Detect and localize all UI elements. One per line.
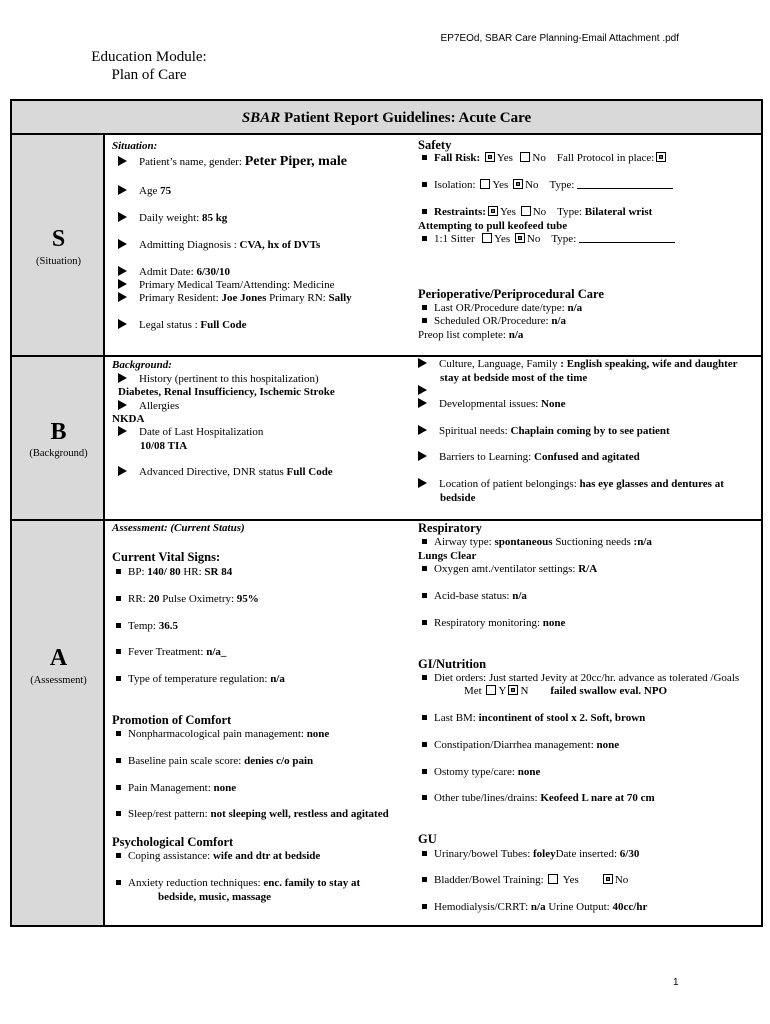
goals-row: Met Y N failed swallow eval. NPO bbox=[464, 685, 668, 697]
barriers-row: Barriers to Learning: Confused and agitated bbox=[418, 451, 640, 463]
belongings-row: Location of patient belongings: has eye glasses and dentures at bbox=[418, 478, 724, 490]
urinary-row: Urinary/bowel Tubes: foleyDate inserted: 6/30 bbox=[422, 848, 639, 860]
module-title: Education Module: bbox=[91, 49, 207, 65]
form-title: SBAR Patient Report Guidelines: Acute Care bbox=[12, 101, 761, 135]
section-divider bbox=[12, 519, 761, 521]
acid-base-row: Acid-base status: n/a bbox=[422, 590, 527, 602]
goals-yes-checkbox[interactable] bbox=[486, 685, 496, 695]
situation-heading: Situation: bbox=[112, 140, 158, 152]
fall-risk-yes-checkbox[interactable] bbox=[485, 152, 495, 162]
temp-row: Temp: 36.5 bbox=[116, 620, 178, 632]
bladder-yes-checkbox[interactable] bbox=[548, 874, 558, 884]
last-bm-row: Last BM: incontinent of stool x 2. Soft, brown bbox=[422, 712, 645, 724]
advance-directive-row: Advanced Directive, DNR status Full Code bbox=[118, 466, 333, 478]
isolation-row: Isolation: Yes No Type: bbox=[422, 179, 673, 191]
history-value: Diabetes, Renal Insufficiency, Ischemic Stroke bbox=[118, 386, 335, 398]
bladder-no-checkbox[interactable] bbox=[603, 874, 613, 884]
module-subtitle: Plan of Care bbox=[111, 67, 187, 83]
belongings-value-cont: bedside bbox=[440, 492, 476, 504]
comfort-heading: Promotion of Comfort bbox=[112, 713, 232, 727]
assessment-heading: Assessment: (Current Status) bbox=[112, 522, 245, 534]
last-or-row: Last OR/Procedure date/type: n/a bbox=[422, 302, 582, 314]
background-label: (Background) bbox=[29, 448, 88, 459]
culture-row: Culture, Language, Family : English speaking, wife and daughter bbox=[418, 358, 738, 370]
situation-letter: S bbox=[51, 226, 66, 252]
weight-row: Daily weight: 85 kg bbox=[118, 212, 227, 224]
bladder-row: Bladder/Bowel Training: Yes No bbox=[422, 874, 628, 886]
diet-row: Diet orders: Just started Jevity at 20cc/hr. advance as tolerated /Goals bbox=[422, 672, 739, 684]
culture-value-cont: stay at bedside most of the time bbox=[440, 372, 588, 384]
sitter-row: 1:1 Sitter Yes No Type: bbox=[422, 233, 675, 245]
background-letter: B bbox=[50, 419, 67, 445]
background-heading: Background: bbox=[112, 359, 172, 371]
gu-heading: GU bbox=[418, 832, 437, 846]
temp-regulation-row: Type of temperature regulation: n/a bbox=[116, 673, 285, 685]
module-header bbox=[88, 48, 210, 84]
restraints-yes-checkbox[interactable] bbox=[488, 206, 498, 216]
anxiety-row: Anxiety reduction techniques: enc. family to stay at bbox=[116, 877, 360, 889]
anxiety-value-cont: bedside, music, massage bbox=[158, 891, 272, 903]
periop-heading: Perioperative/Periprocedural Care bbox=[418, 287, 604, 301]
safety-heading: Safety bbox=[418, 138, 452, 152]
allergies-row: Allergies bbox=[118, 400, 179, 412]
legal-status-row: Legal status : Full Code bbox=[118, 319, 247, 331]
spiritual-row: Spiritual needs: Chaplain coming by to see patient bbox=[418, 425, 670, 437]
pain-management-row: Pain Management: none bbox=[116, 782, 236, 794]
resp-monitoring-row: Respiratory monitoring: none bbox=[422, 617, 565, 629]
psych-heading: Psychological Comfort bbox=[112, 835, 234, 849]
coping-row: Coping assistance: wife and dtr at bedside bbox=[116, 850, 320, 862]
file-label: EP7EOd, SBAR Care Planning-Email Attachment .pdf bbox=[440, 33, 679, 44]
goals-no-checkbox[interactable] bbox=[508, 685, 518, 695]
allergies-value: NKDA bbox=[112, 413, 145, 425]
last-hospitalization-value: 10/08 TIA bbox=[140, 440, 188, 452]
empty-bullet bbox=[418, 385, 439, 397]
history-row: History (pertinent to this hospitalization) bbox=[118, 373, 319, 385]
assessment-label: (Assessment) bbox=[30, 675, 87, 686]
resident-row: Primary Resident: Joe Jones Primary RN: Sally bbox=[118, 292, 352, 304]
tubes-row: Other tube/lines/drains: Keofeed L nare at 70 cm bbox=[422, 792, 655, 804]
fall-protocol-checkbox[interactable] bbox=[656, 152, 666, 162]
medical-team-row: Primary Medical Team/Attending: Medicine bbox=[118, 279, 334, 291]
constipation-row: Constipation/Diarrhea management: none bbox=[422, 739, 619, 751]
sleep-row: Sleep/rest pattern: not sleeping well, restless and agitated bbox=[116, 808, 389, 820]
ostomy-row: Ostomy type/care: none bbox=[422, 766, 540, 778]
oxygen-row: Oxygen amt./ventilator settings: R/A bbox=[422, 563, 597, 575]
restraints-row: Restraints: Yes No Type: Bilateral wrist bbox=[422, 206, 652, 218]
fall-risk-no-checkbox[interactable] bbox=[520, 152, 530, 162]
airway-row: Airway type: spontaneous Suctioning needs :n/a bbox=[422, 536, 652, 548]
scheduled-or-row: Scheduled OR/Procedure: n/a bbox=[422, 315, 566, 327]
section-divider bbox=[12, 355, 761, 357]
last-hospitalization-row: Date of Last Hospitalization bbox=[118, 426, 263, 438]
preop-row: Preop list complete: n/a bbox=[418, 329, 524, 341]
vitals-heading: Current Vital Signs: bbox=[112, 550, 221, 564]
bp-row: BP: 140/ 80 HR: SR 84 bbox=[116, 566, 232, 578]
situation-label: (Situation) bbox=[36, 256, 81, 267]
page-number: 1 bbox=[673, 977, 679, 988]
developmental-row: Developmental issues: None bbox=[418, 398, 566, 410]
restraints-no-checkbox[interactable] bbox=[521, 206, 531, 216]
diagnosis-row: Admitting Diagnosis : CVA, hx of DVTs bbox=[118, 239, 320, 251]
rr-row: RR: 20 Pulse Oximetry: 95% bbox=[116, 593, 259, 605]
sitter-yes-checkbox[interactable] bbox=[482, 233, 492, 243]
age-row: Age 75 bbox=[118, 185, 171, 197]
assessment-letter: A bbox=[49, 645, 68, 671]
admit-date-row: Admit Date: 6/30/10 bbox=[118, 266, 230, 278]
fever-row: Fever Treatment: n/a_ bbox=[116, 646, 226, 658]
isolation-no-checkbox[interactable] bbox=[513, 179, 523, 189]
isolation-yes-checkbox[interactable] bbox=[480, 179, 490, 189]
nonpharm-row: Nonpharmacological pain management: none bbox=[116, 728, 329, 740]
gi-heading: GI/Nutrition bbox=[418, 657, 487, 671]
section-column bbox=[12, 135, 105, 925]
patient-name-row: Patient’s name, gender: Peter Piper, male bbox=[118, 155, 347, 169]
respiratory-heading: Respiratory bbox=[418, 521, 482, 535]
baseline-pain-row: Baseline pain scale score: denies c/o pain bbox=[116, 755, 313, 767]
fall-risk-row: Fall Risk: Yes No Fall Protocol in place: bbox=[422, 152, 668, 164]
attempting-note: Attempting to pull keofeed tube bbox=[418, 220, 568, 232]
sitter-no-checkbox[interactable] bbox=[515, 233, 525, 243]
hemodialysis-row: Hemodialysis/CRRT: n/a Urine Output: 40cc/hr bbox=[422, 901, 647, 913]
lungs-row: Lungs Clear bbox=[418, 550, 477, 562]
